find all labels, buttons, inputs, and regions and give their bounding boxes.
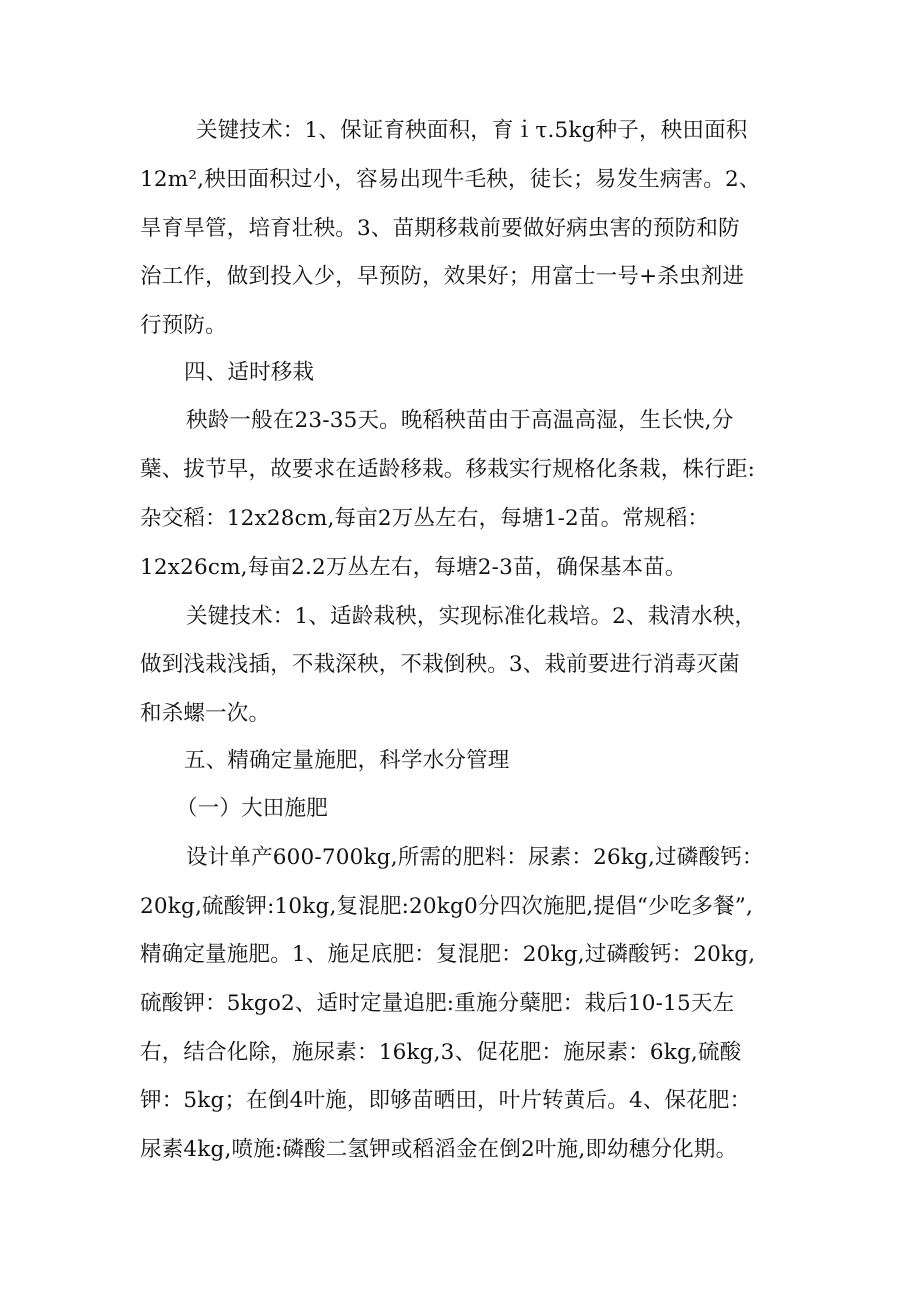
- text-line: 右，结合化除，施尿素：16kg,3、促花肥：施尿素：6kg,硫酸: [140, 1040, 742, 1065]
- subsection-heading: （一）大田施肥: [176, 796, 328, 821]
- section-heading: 四、适时移栽: [184, 360, 315, 385]
- text-line: 行预防。: [140, 313, 227, 338]
- text-line: 蘖、拔节早，故要求在适龄移栽。移栽实行规格化条栽，株行距:: [140, 457, 756, 482]
- text-line: 关键技术：1、适龄栽秧，实现标准化栽培。2、栽清水秧，: [186, 604, 757, 629]
- text-line: 12m²,秧田面积过小，容易出现牛毛秧，徒长；易发生病害。2、: [140, 167, 761, 192]
- text-line: 钾：5kg；在倒4叶施，即够苗晒田，叶片转黄后。4、保花肥：: [140, 1088, 752, 1113]
- text-line: 做到浅栽浅插，不栽深秧，不栽倒秧。3、栽前要进行消毒灭菌: [140, 652, 740, 677]
- text-line: 关键技术：1、保证育秧面积，育ｉτ.5kg种子，秧田面积: [196, 118, 748, 143]
- text-line: 精确定量施肥。1、施足底肥：复混肥：20kg,过磷酸钙：20kg,: [140, 942, 756, 967]
- text-line: 秧龄一般在23-35天。晚稻秧苗由于高温高湿，生长快,分: [186, 408, 734, 433]
- text-line: 旱育旱管，培育壮秧。3、苗期移栽前要做好病虫害的预防和防: [140, 216, 740, 241]
- text-line: 硫酸钾：5kgo2、适时定量追肥:重施分蘖肥：栽后10-15天左: [140, 991, 735, 1016]
- text-line: 杂交稻：12x28cm,每亩2万丛左右，每塘1-2苗。常规稻：: [140, 506, 710, 531]
- text-line: 12x26cm,每亩2.2万丛左右，每塘2-3苗，确保基本苗。: [140, 555, 687, 580]
- text-line: 治工作，做到投入少，早预防，效果好；用富士一号+杀虫剂进: [140, 264, 745, 289]
- text-line: 和杀螺一次。: [140, 701, 271, 726]
- text-line: 设计单产600-700kg,所需的肥料：尿素：26kg,过磷酸钙：: [186, 845, 764, 870]
- text-line: 尿素4kg,喷施:磷酸二氢钾或稻滔金在倒2叶施,即幼穗分化期。: [140, 1137, 738, 1162]
- section-heading: 五、精确定量施肥，科学水分管理: [184, 748, 510, 773]
- text-line: 20kg,硫酸钾:10kg,复混肥:20kg0分四次施肥,提倡“少吃多餐”,: [140, 894, 754, 919]
